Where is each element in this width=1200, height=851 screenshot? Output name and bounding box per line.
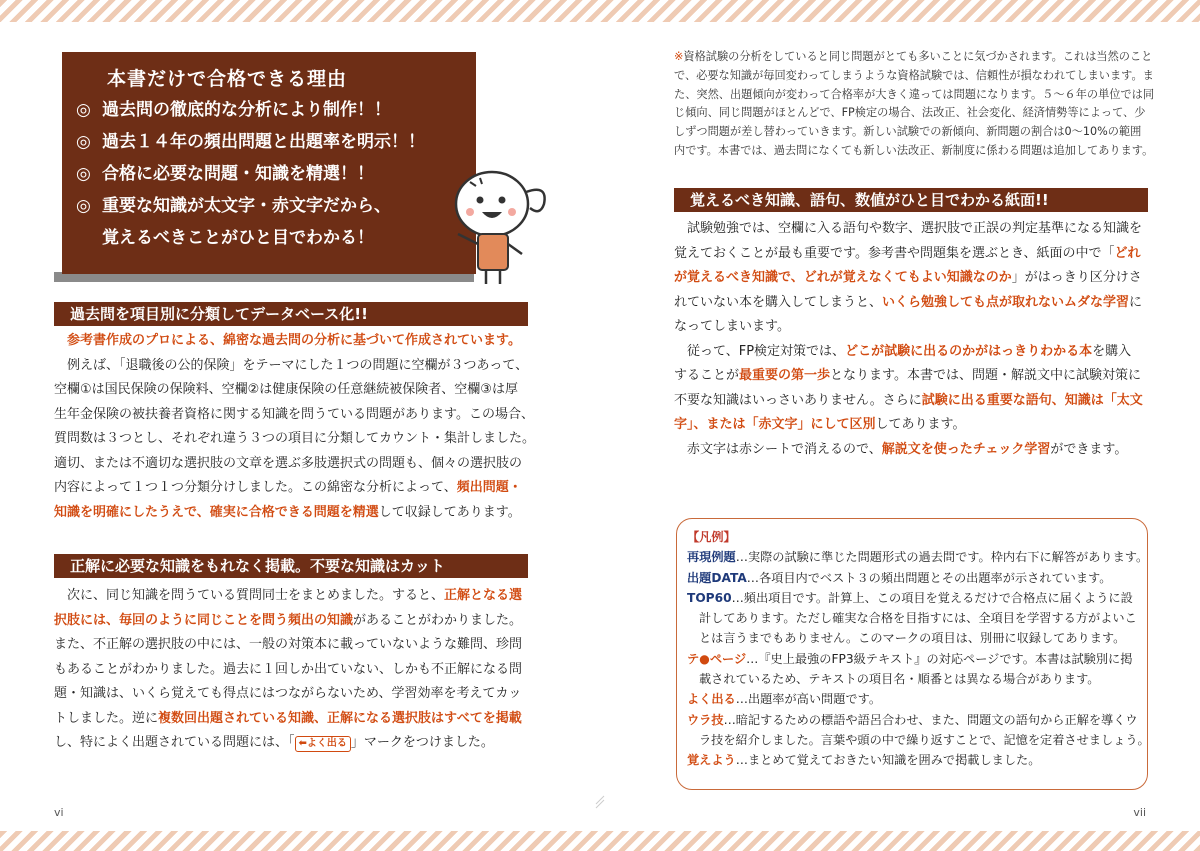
section-body-knowledge: 次に、同じ知識を問うている質問同士をまとめました。すると、正解となる選 択肢には、毎回のように同じことを問う頻出の知識があることがわかりました。 また、不正解の選択肢の中には、一般の対策本に載っていないような難問、珍問 もあることがわかりました。過去に１回しか出ていない、しかも不正解になる問 題・知識は、いくら覚えても得点にはつながらないため、学習効率を考えてカッ トしました。逆に複数回出題されている知識、正解になる選択肢はすべてを掲載 し、特によく出題されている問題には、「 ⬅よく出る 」マークをつけました。: [54, 588, 523, 750]
hero-title: 本書だけで合格できる理由: [106, 68, 347, 90]
legend-row: 再現例題…実際の試験に準じた問題形式の過去問です。枠内右下に解答があります。: [687, 550, 1149, 565]
smiling-mascot-icon: [440, 152, 560, 292]
legend-heading: 【凡例】: [687, 530, 736, 544]
section-body-database: 参考書作成のプロによる、綿密な過去問の分析に基づいて作成されています。 例えば、「退職後の公的保険」をテーマにした１つの問題に空欄が３つあって、 空欄①は国民保険の保険料、空欄②は健康保険の任意継続被保険者、空欄③は厚 生年金保険の被扶養者資格に関する知識を問うている問題があります。この場合、 質問数は３つとし、それぞれ違う３つの項目に分類してカウント・集計しました。 適切、または不適切な選択肢の文章を選ぶ多肢選択式の問題も、個々の選択肢の 内容によって１つ１つ分類分けしました。この綿密な分析によって、頻出問題・ 知識を明確にしたうえで、確実に合格できる問題を精選して収録してあります。: [54, 333, 536, 520]
top-stripe-border: [0, 0, 1200, 22]
left-page: [0, 22, 600, 831]
legend-row: よく出る…出題率が高い問題です。: [687, 692, 882, 707]
footnote-block: ※資格試験の分析をしていると同じ問題がとても多いことに気づかされます。これは当然のこと で、必要な知識が毎回変わってしまうような資格試験では、信頼性が損なわれてしまいます。ま た、突然、出題傾向が変わって合格率が大きく違っては問題になります。５～６年の単位では同 じ傾向、同じ問題がほとんどで、FP検定の場合、法改正、社会変化、経済情勢等によって、少 しずつ問題が差し替わっていきます。新しい試験での新傾向、新問題の割合は0～10%の範囲 内です。本書では、過去問になくても新しい法改正、新制度に係わる問題は追加してあります。: [674, 50, 1155, 157]
legend-row: 出題DATA…各項目内でベスト３の頻出問題とその出題率が示されています。: [687, 570, 1112, 585]
section-header-database: 過去問を項目別に分類してデータベース化!!: [54, 302, 528, 326]
hero-list: [76, 94, 425, 254]
page-number-left: vi: [54, 806, 64, 819]
page-number-right: vii: [1133, 806, 1146, 819]
bottom-stripe-border: [0, 831, 1200, 851]
section-header-layout: 覚えるべき知識、語句、数値がひと目でわかる紙面!!: [674, 188, 1148, 212]
hero-item: ◎ 重要な知識が太文字・赤文字だから、: [76, 196, 391, 216]
legend-row: TOP60…頻出項目です。計算上、この項目を覚えるだけで合格点に届くように設: [687, 590, 1133, 605]
gutter-slash-icon: [594, 790, 606, 810]
hero-box: [62, 52, 476, 274]
yoku-deru-badge: ⬅よく出る: [295, 736, 351, 752]
section-body-layout: 試験勉強では、空欄に入る語句や数字、選択肢で正誤の判定基準になる知識を 覚えておくことが最も重要です。参考書や問題集を選ぶとき、紙面の中で「どれ が覚えるべき知識で、どれが覚えなくてもよい知識なのか」がはっきり区分けさ れていない本を購入してしまうと、いくら勉強しても点が取れないムダな学習に なってしまいます。 従って、FP検定対策では、どこが試験に出るのかがはっきりわかる本を購入 することが最重要の第一歩となります。本書では、問題・解説文中に試験対策に 不要な知識はいっさいありません。さらに試験に出る重要な語句、知識は「太文 字」、または「赤文字」にして区別してあります。 赤文字は赤シートで消えるので、解説文を使ったチェック学習ができます。: [674, 221, 1143, 457]
legend-row: ウラ技…暗記するための標語や語呂合わせ、また、問題文の語句から正解を導くウ: [687, 712, 1138, 727]
hero-item: ◎ 過去１４年の頻出問題と出題率を明示！！: [76, 132, 425, 152]
hero-item: ◎ 合格に必要な問題・知識を精選！！: [76, 164, 374, 184]
legend-box: 【凡例】 再現例題…実際の試験に準じた問題形式の過去問です。枠内右下に解答があります。 出題DATA…各項目内でベスト３の頻出問題とその出題率が示されています。 TOP60…頻出項目です。計算上、この項目を覚えるだけで合格点に届くように設 計してあります。ただし確実な合格を目指すには、全項目を学習する方がよいこ とは言うまでもありません。このマークの項目は、別冊に収録してあります。 テ●ページ…『史上最強のFP3級テキスト』の対応ページです。本書は試験別に掲 載されているため、テキストの項目名・順番とは異なる場合があります。 よく出る…出題率が高い問題です。 ウラ技…暗記するための標語や語呂合わせ、また、問題文の語句から正解を導くウ ラ技を紹介しました。言葉や頭の中で繰り返すことで、記憶を定着させましょう。 覚えよう…まとめて覚えておきたい知識を囲みで掲載しました。: [676, 518, 1148, 790]
hero-item: ◎ 過去問の徹底的な分析により制作！！: [76, 100, 391, 120]
legend-row: 覚えよう…まとめて覚えておきたい知識を囲みで掲載しました。: [687, 753, 1041, 768]
hero-item-continuation: 覚えるべきことがひと目でわかる！: [102, 228, 374, 248]
legend-row: テ●ページ…『史上最強のFP3級テキスト』の対応ページです。本書は試験別に掲: [687, 651, 1133, 666]
small-star-mark-icon: ※: [674, 50, 684, 63]
section-header-knowledge: 正解に必要な知識をもれなく掲載。不要な知識はカット: [54, 554, 528, 578]
right-page: [600, 22, 1200, 831]
